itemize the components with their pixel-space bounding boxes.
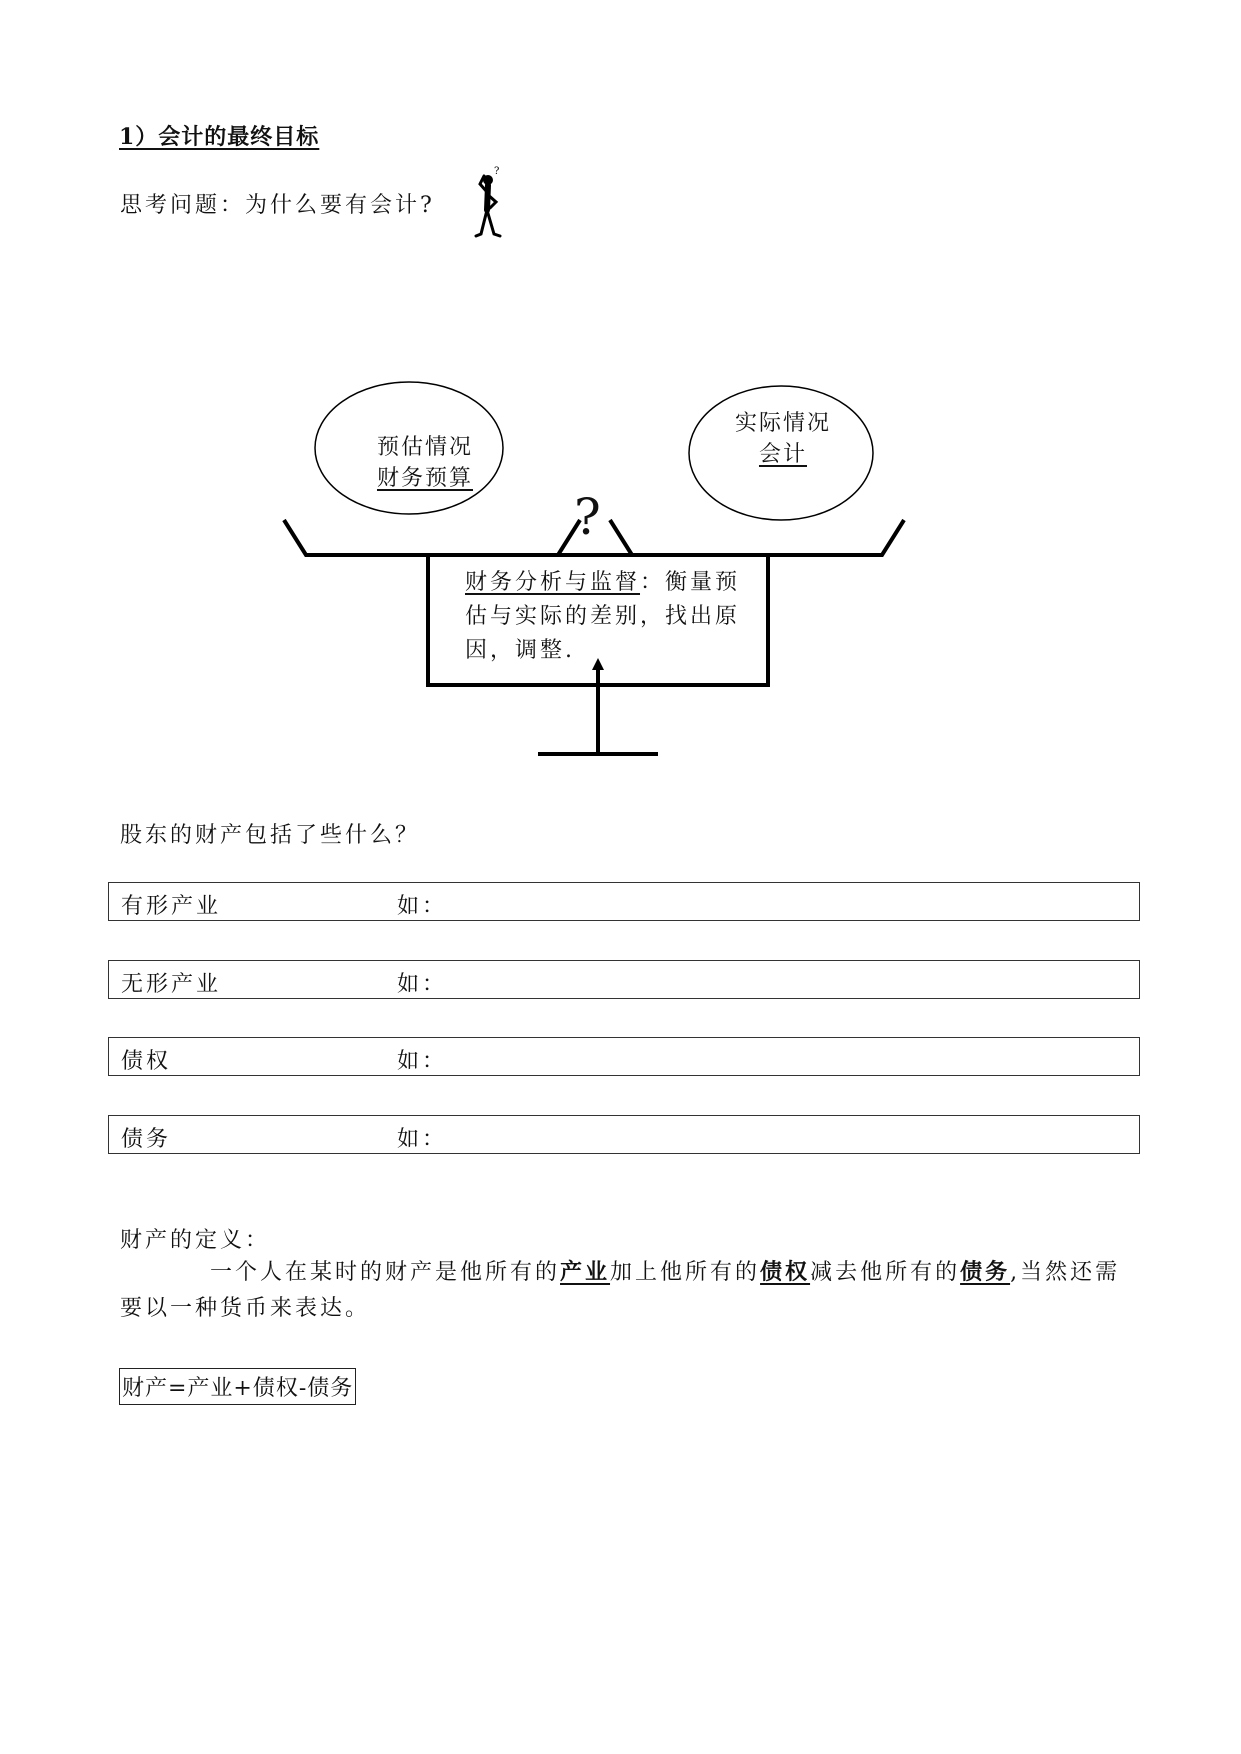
definition-keyword-debts: 债务 (960, 1259, 1011, 1285)
definition-keyword-property: 产业 (560, 1259, 611, 1285)
row-label: 有形产业 (121, 894, 222, 919)
right-ellipse-line1: 实际情况 (734, 411, 831, 436)
asset-row-receivables (108, 1037, 1140, 1076)
row-label: 债务 (121, 1127, 172, 1152)
left-ellipse-text (350, 430, 500, 492)
svg-text:?: ? (494, 166, 500, 177)
asset-row-debts (108, 1115, 1140, 1154)
question-assets: 股东的财产包括了些什么？ (120, 823, 421, 848)
definition-part: ,当然还需要以一种货币来表达。 (120, 1260, 1121, 1321)
row-example-label: 如： (397, 1127, 448, 1152)
question-mark: ? (574, 488, 601, 546)
right-scale-pan (610, 520, 904, 555)
row-example-label: 如： (397, 1049, 448, 1074)
analysis-box-rest: ：衡量预估与实际的差别，找出原因，调整. (465, 570, 741, 663)
definition-body (120, 1254, 1140, 1327)
asset-row-tangible (108, 882, 1140, 921)
asset-row-intangible (108, 960, 1140, 999)
row-label: 无形产业 (121, 972, 222, 997)
right-ellipse-text (708, 406, 858, 468)
row-example-label: 如： (397, 894, 448, 919)
formula-box: 财产=产业+债权-债务 (119, 1368, 356, 1405)
section-heading: 1）会计的最终目标 (119, 124, 320, 150)
row-example-label: 如： (397, 972, 448, 997)
left-scale-pan (284, 520, 580, 555)
analysis-box-keyword: 财务分析与监督 (465, 570, 641, 595)
question-why-accounting: 思考问题：为什么要有会计? (120, 193, 435, 218)
left-ellipse-line2: 财务预算 (376, 466, 473, 491)
left-ellipse-line1: 预估情况 (376, 435, 473, 460)
definition-part: 减去他所有的 (810, 1260, 961, 1285)
definition-keyword-receivables: 债权 (760, 1259, 811, 1285)
definition-title: 财产的定义： (120, 1228, 271, 1253)
analysis-box-text (465, 566, 755, 668)
definition-part: 加上他所有的 (610, 1260, 761, 1285)
right-ellipse-line2: 会计 (758, 442, 807, 467)
definition-part: 一个人在某时的财产是他所有的 (210, 1260, 561, 1285)
row-label: 债权 (121, 1049, 172, 1074)
thinking-person-icon (472, 162, 512, 242)
